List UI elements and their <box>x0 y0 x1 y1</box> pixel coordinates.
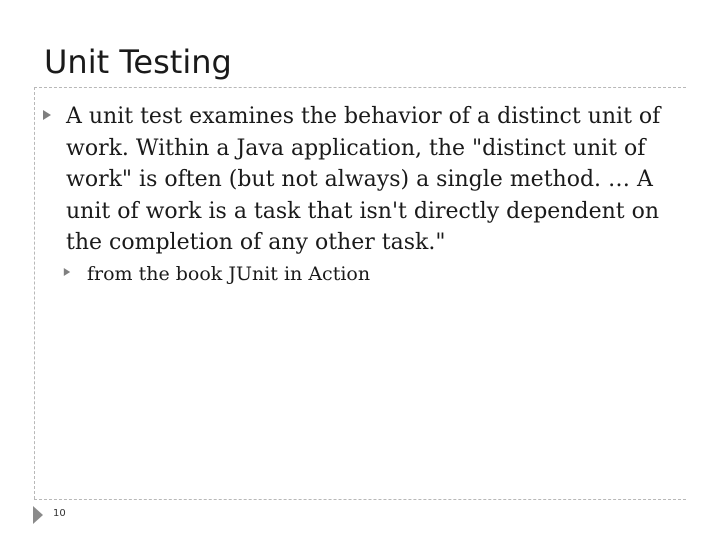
arrow-bullet-icon <box>42 110 52 120</box>
title-divider <box>34 87 686 88</box>
page-number: 10 <box>53 508 66 519</box>
slide-title: Unit Testing <box>44 43 232 81</box>
footer-marker-icon <box>31 506 45 524</box>
footer-divider <box>34 499 686 500</box>
left-border <box>34 87 35 499</box>
sub-bullet-text: from the book JUnit in Action <box>87 263 371 285</box>
arrow-bullet-icon <box>63 268 71 276</box>
bullet-text: A unit test examines the behavior of a distinct unit of work. Within a Java application, the "distinct unit of work" is often (but not always) a single method. … A unit of work is a task that isn't directly dependent on the completion of any other task." <box>66 104 661 255</box>
